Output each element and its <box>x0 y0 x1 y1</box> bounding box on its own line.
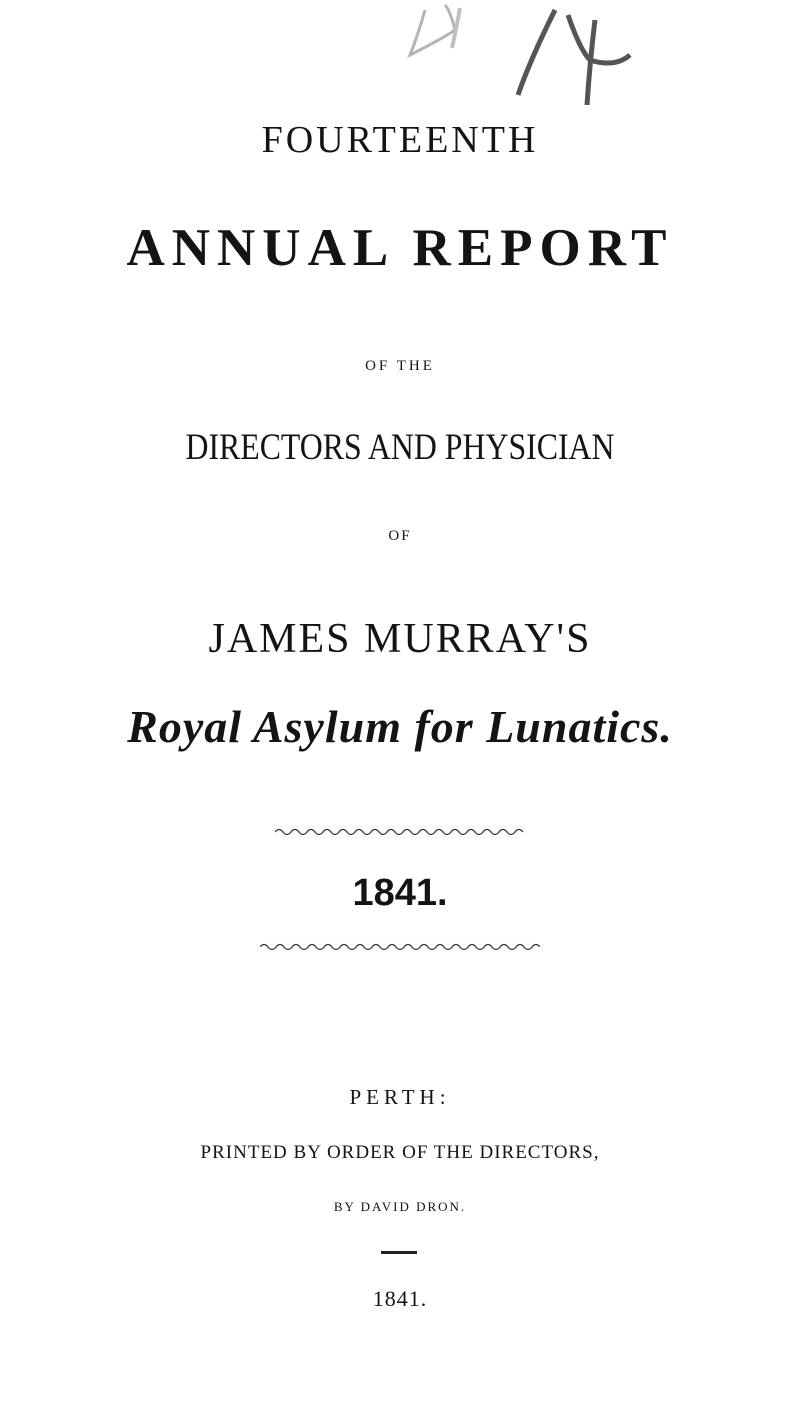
ordinal-heading: FOURTEENTH <box>261 119 539 161</box>
authors-heading: DIRECTORS AND PHYSICIAN <box>185 427 615 468</box>
imprint-printed-by: PRINTED BY ORDER OF THE DIRECTORS, <box>200 1142 600 1163</box>
connector-of-the: OF THE <box>365 358 435 374</box>
imprint-year: 1841. <box>372 1286 428 1311</box>
connector-of: OF <box>388 528 412 544</box>
wavy-rule-top <box>0 825 800 839</box>
imprint-printer: BY DAVID DRON. <box>333 1199 467 1214</box>
handwritten-annotation <box>390 0 690 110</box>
report-title: ANNUAL REPORT <box>126 219 674 277</box>
imprint-place: PERTH: <box>349 1085 451 1109</box>
title-year: 1841. <box>352 872 448 914</box>
divider-rule <box>381 1251 417 1254</box>
institution-name: Royal Asylum for Lunatics. <box>127 701 673 752</box>
institution-owner: JAMES MURRAY'S <box>208 616 592 662</box>
wavy-rule-bottom <box>0 940 800 954</box>
